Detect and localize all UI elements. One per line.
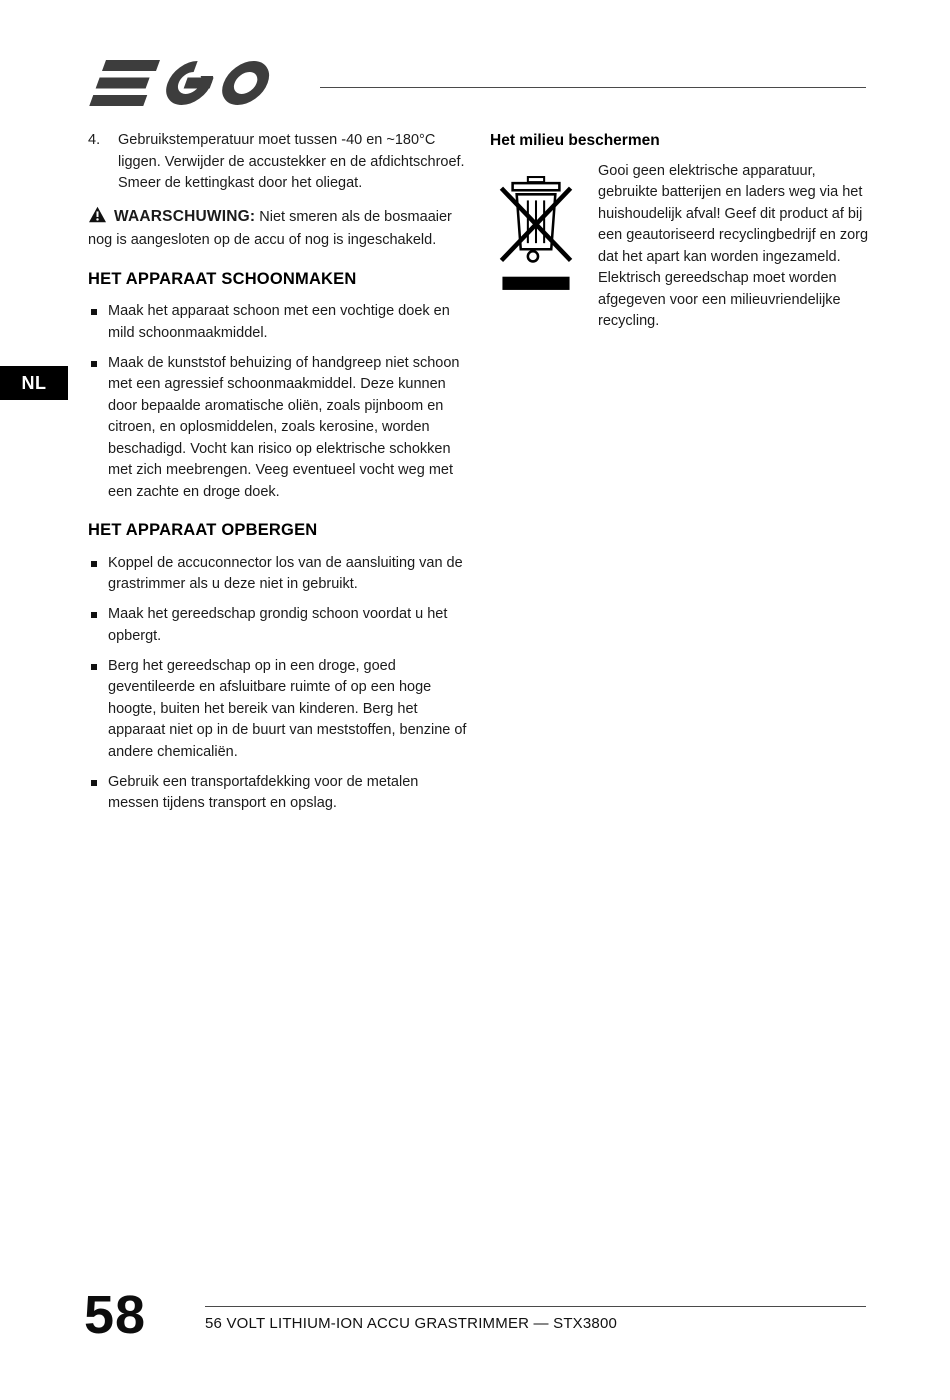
warning-text: Niet smeren als de bosmaaier nog is aangesloten op de accu of nog is ingeschakeld. [88, 208, 452, 248]
page-number: 58 [84, 1285, 147, 1345]
section-heading-storage: HET APPARAAT OPBERGEN [88, 521, 318, 539]
warning-triangle-icon [88, 206, 107, 231]
warning-paragraph [88, 206, 468, 252]
list-item: Maak de kunststof behuizing of handgreep niet schoon met een agressief schoonmaakmiddel. Deze kunnen door bepaalde aromatische oliën, zoals pijnboom en citroen, en oplosmiddelen, zoals kerosine, worden beschadigd. Vocht kan risico op elektrische schokken met zich meebrengen. Veeg eventueel vocht weg met een zachte en droge doek. [88, 353, 468, 504]
environment-block [490, 161, 874, 333]
cleaning-list [88, 301, 468, 503]
numbered-item-4 [88, 130, 468, 195]
list-item: Maak het gereedschap grondig schoon voordat u het opbergt. [88, 604, 468, 647]
list-item: Gebruik een transportafdekking voor de metalen messen tijdens transport en opslag. [88, 772, 468, 815]
weee-crossed-out-bin-icon [490, 161, 598, 333]
left-column [88, 130, 468, 823]
footer-divider [205, 1306, 866, 1307]
list-item: Berg het gereedschap op in een droge, goed geventileerde en afsluitbare ruimte of op een hoge hoogte, buiten het bereik van kinderen. Berg het apparaat niet op in de buurt van meststoffen, benzine of andere chemicaliën. [88, 656, 468, 764]
item-number: 4. [88, 132, 101, 148]
language-tab: NL [0, 366, 68, 400]
header-divider [320, 87, 866, 88]
right-column [490, 130, 874, 333]
section-heading-cleaning: HET APPARAAT SCHOONMAKEN [88, 269, 357, 288]
list-item: Koppel de accuconnector los van de aansluiting van de grastrimmer als u deze niet in gebruikt. [88, 553, 468, 596]
item-text: Gebruikstemperatuur moet tussen -40 en ~180°C liggen. Verwijder de accustekker en de afdichtschroef. Smeer de kettingkast door het oliegat. [118, 132, 465, 191]
list-item: Maak het apparaat schoon met een vochtige doek en mild schoonmaakmiddel. [88, 301, 468, 344]
ego-logo-graphic [88, 60, 293, 106]
warning-label: WAARSCHUWING: [114, 207, 256, 225]
environment-text: Gooi geen elektrische apparatuur, gebruikte batterijen en laders weg via het huishoudelijk afval! Geef dit product af bij een geautoriseerd recyclingbedrijf en zorg dat het apart kan worden ingezameld. Elektrisch gereedschap moet worden afgegeven voor een milieuvriendelijke recycling. [598, 162, 869, 329]
footer-title: 56 VOLT LITHIUM-ION ACCU GRASTRIMMER — STX3800 [205, 1315, 618, 1332]
storage-list [88, 553, 468, 815]
environment-heading: Het milieu beschermen [490, 132, 660, 149]
ego-logo [88, 60, 293, 111]
